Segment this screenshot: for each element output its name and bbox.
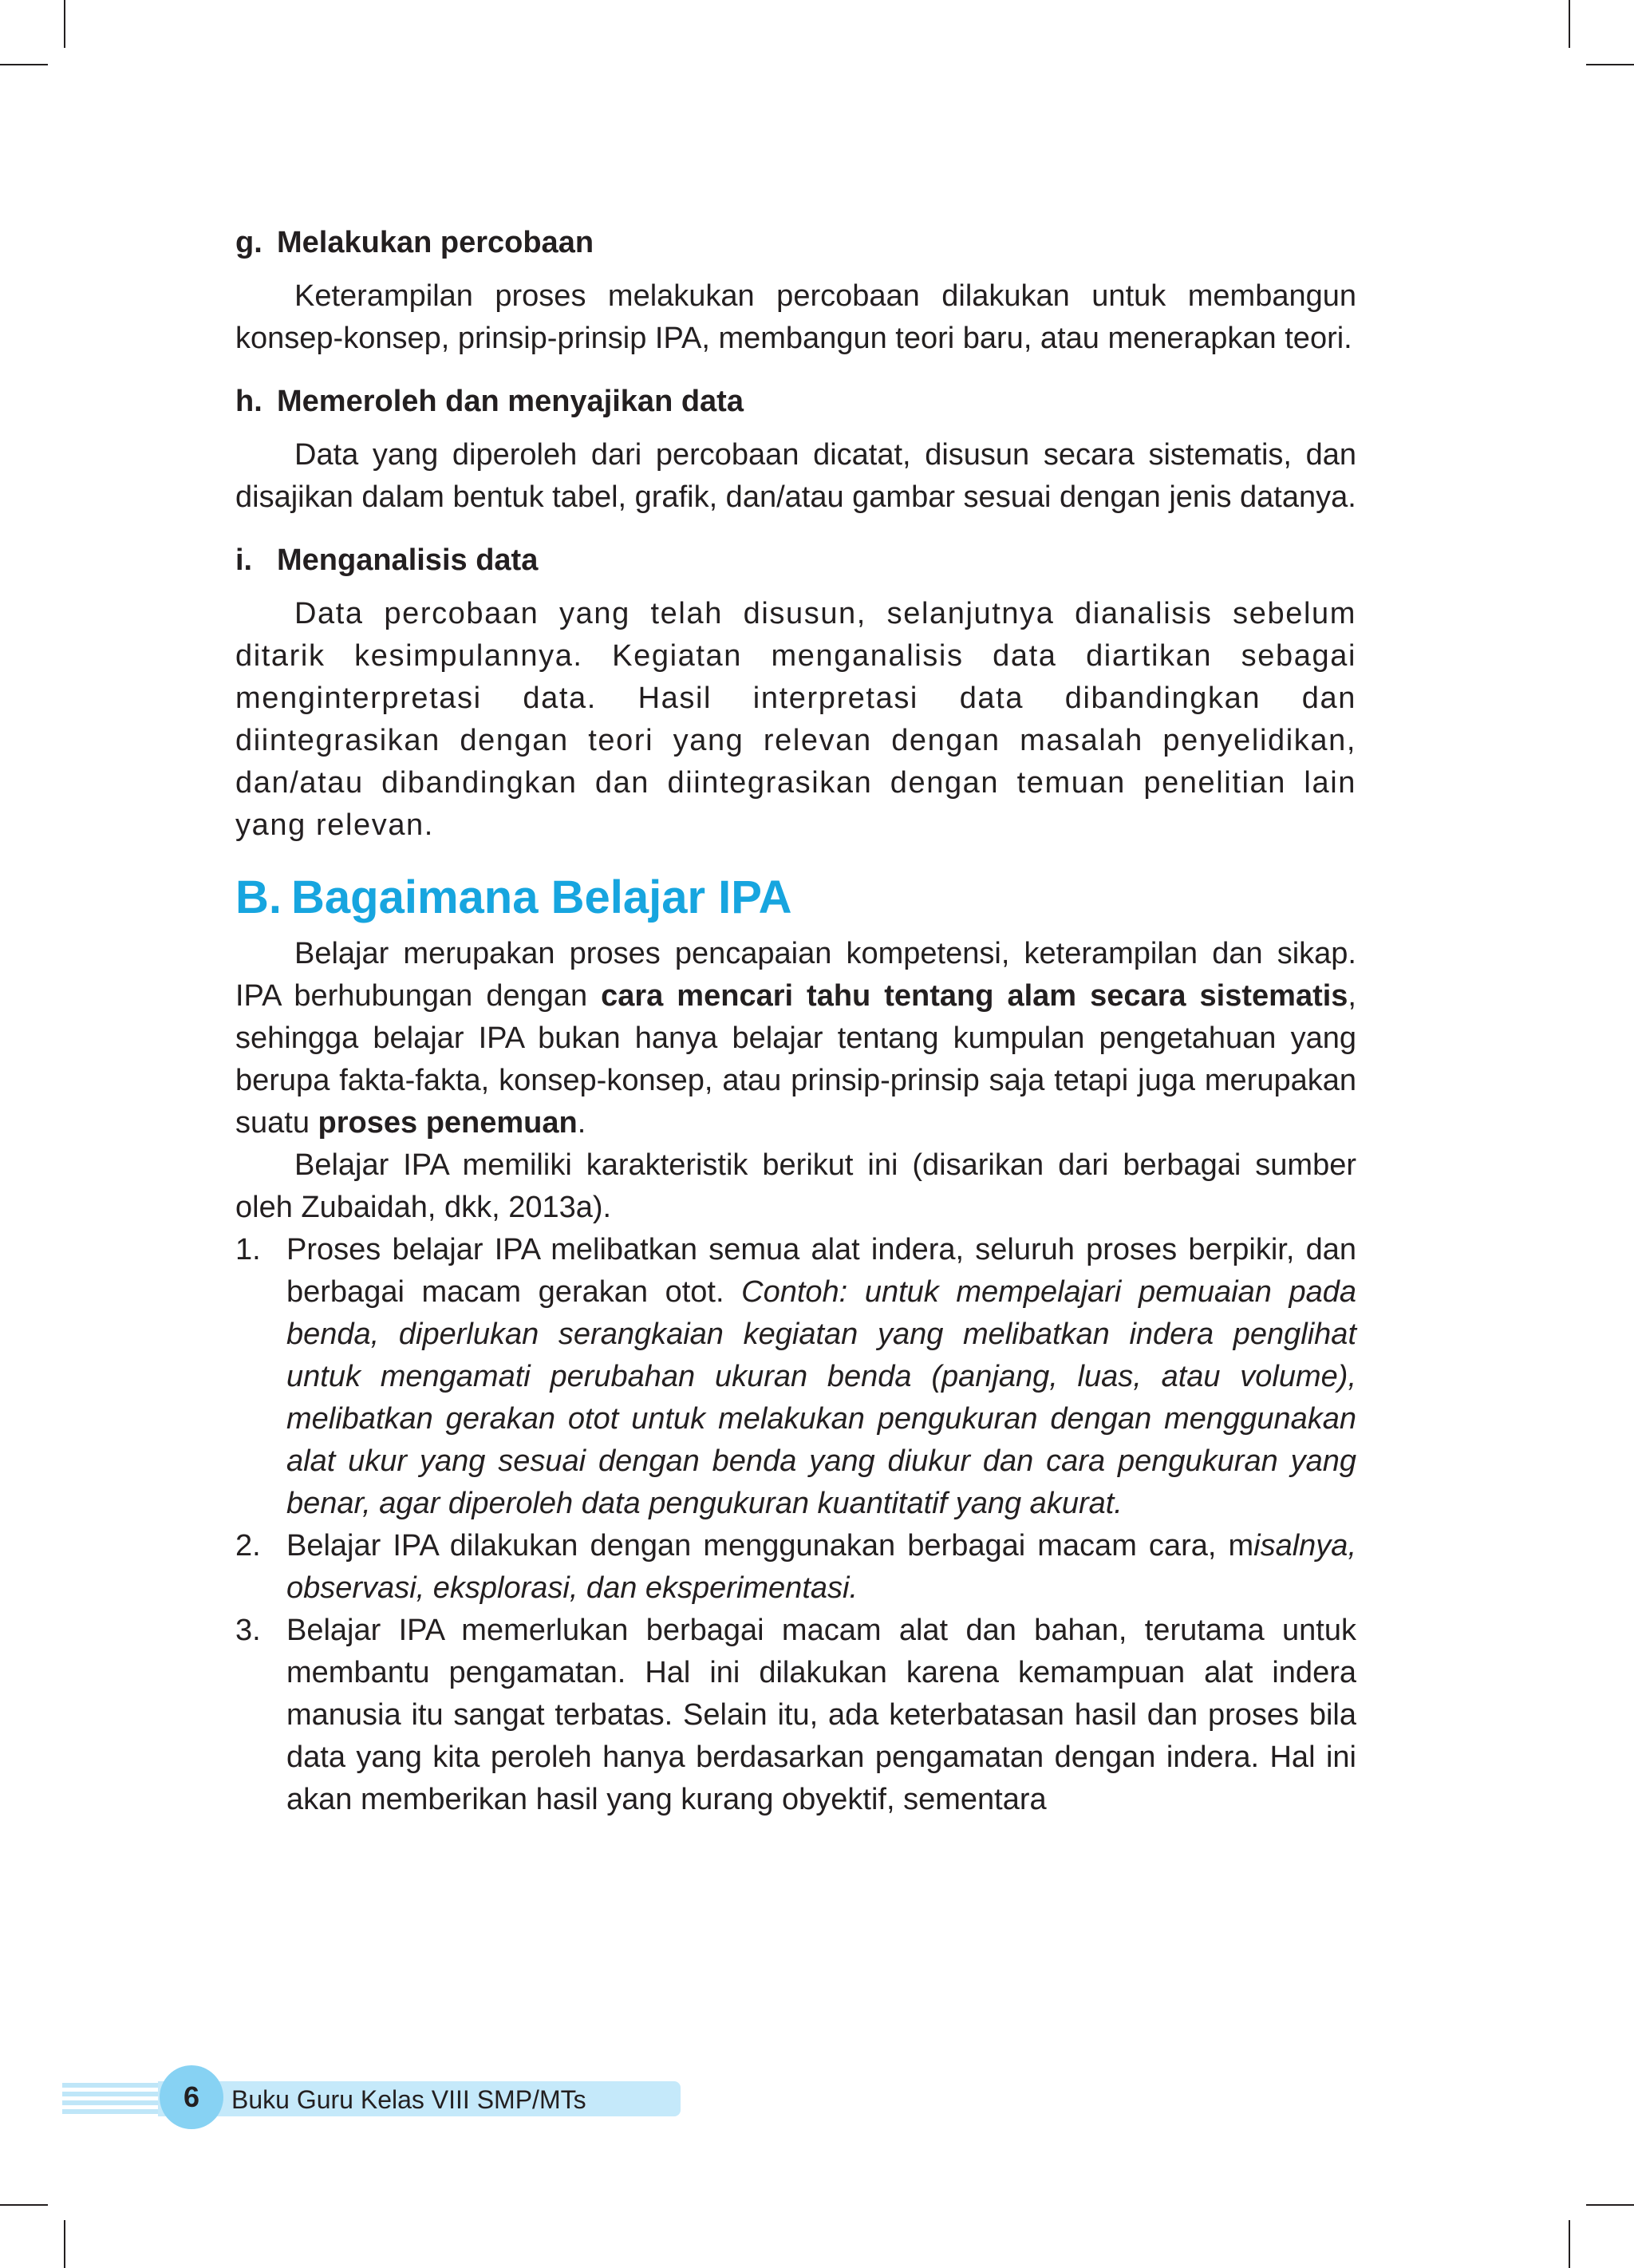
footer-band-line (62, 2083, 174, 2088)
crop-mark-bottom-left-v (64, 2220, 65, 2268)
list-item: 3. Belajar IPA memerlukan berbagai macam alat dan bahan, terutama untuk membantu pengamatan. Hal ini dilakukan karena kemampuan alat indera manusia itu sangat terbatas. Selain itu, ada keterbatasan hasil dan proses bila data yang kita peroleh hanya berdasarkan pengamatan dengan indera. Hal ini akan memberikan hasil yang kurang obyektif, sementara (235, 1614, 1356, 1816)
list-item: 1. Proses belajar IPA melibatkan semua alat indera, seluruh proses berpikir, dan berbagai macam gerakan otot. Contoh: untuk mempelajari pemuaian pada benda, diperlukan serangkaian kegiatan yang melibatkan indera penglihat untuk mengamati perubahan ukuran benda (panjang, luas, atau volume), melibatkan gerakan otot untuk melakukan pengukuran dengan menggunakan alat ukur yang sesuai dengan benda yang diukur dan cara pengukuran yang benar, agar diperoleh data pengukuran kuantitatif yang akurat. (235, 1233, 1356, 1520)
book-title: Buku Guru Kelas VIII SMP/MTs (231, 2085, 586, 2114)
crop-mark-top-right-h (1586, 64, 1634, 65)
crop-mark-top-right-v (1569, 0, 1570, 48)
crop-mark-bottom-right-h (1586, 2204, 1634, 2206)
footer-band-line (62, 2092, 174, 2096)
crop-mark-bottom-right-v (1569, 2220, 1570, 2268)
paragraph-g: Keterampilan proses melakukan percobaan dilakukan untuk membangun konsep-konsep, prinsip-prinsip IPA, membangun teori baru, atau menerapkan teori. (235, 279, 1356, 355)
paragraph-i: Data percobaan yang telah disusun, selanjutnya dianalisis sebelum ditarik kesimpulannya. Kegiatan menganalisis data diartikan sebagai menginterpretasi data. Hasil interpretasi data dibandingkan dan diintegrasikan dengan teori yang relevan dengan masalah penyelidikan, dan/atau dibandingkan dan diintegrasikan dengan temuan penelitian lain yang relevan. (235, 597, 1356, 842)
crop-mark-bottom-left-h (0, 2204, 48, 2206)
characteristics-list (235, 1229, 1356, 1821)
page-content (235, 222, 1356, 1821)
section-b-paragraph-2: Belajar IPA memiliki karakteristik berikut ini (disarikan dari berbagai sumber oleh Zubaidah, dkk, 2013a). (235, 1148, 1356, 1224)
footer-band-line (62, 2109, 174, 2114)
subheading-g: g. Melakukan percobaan (235, 226, 594, 259)
subheading-i: i. Menganalisis data (235, 543, 539, 577)
list-item: 2. Belajar IPA dilakukan dengan menggunakan berbagai macam cara, misalnya, observasi, eksplorasi, dan eksperimentasi. (235, 1529, 1356, 1605)
crop-mark-top-left-v (64, 0, 65, 48)
paragraph-h: Data yang diperoleh dari percobaan dicatat, disusun secara sistematis, dan disajikan dalam bentuk tabel, grafik, dan/atau gambar sesuai dengan jenis datanya. (235, 438, 1356, 514)
page-footer (62, 2065, 621, 2129)
crop-mark-top-left-h (0, 64, 48, 65)
subheading-h: h. Memeroleh dan menyajikan data (235, 385, 744, 418)
page-number: 6 (160, 2065, 223, 2129)
section-b-paragraph-1: Belajar merupakan proses pencapaian kompetensi, keterampilan dan sikap. IPA berhubungan dengan cara mencari tahu tentang alam secara sistematis, sehingga belajar IPA bukan hanya belajar tentang kumpulan pengetahuan yang berupa fakta-fakta, konsep-konsep, atau prinsip-prinsip saja tetapi juga merupakan suatu proses penemuan. (235, 937, 1356, 1140)
footer-band-line (62, 2100, 174, 2105)
section-b-title: B. Bagaimana Belajar IPA (235, 871, 792, 923)
